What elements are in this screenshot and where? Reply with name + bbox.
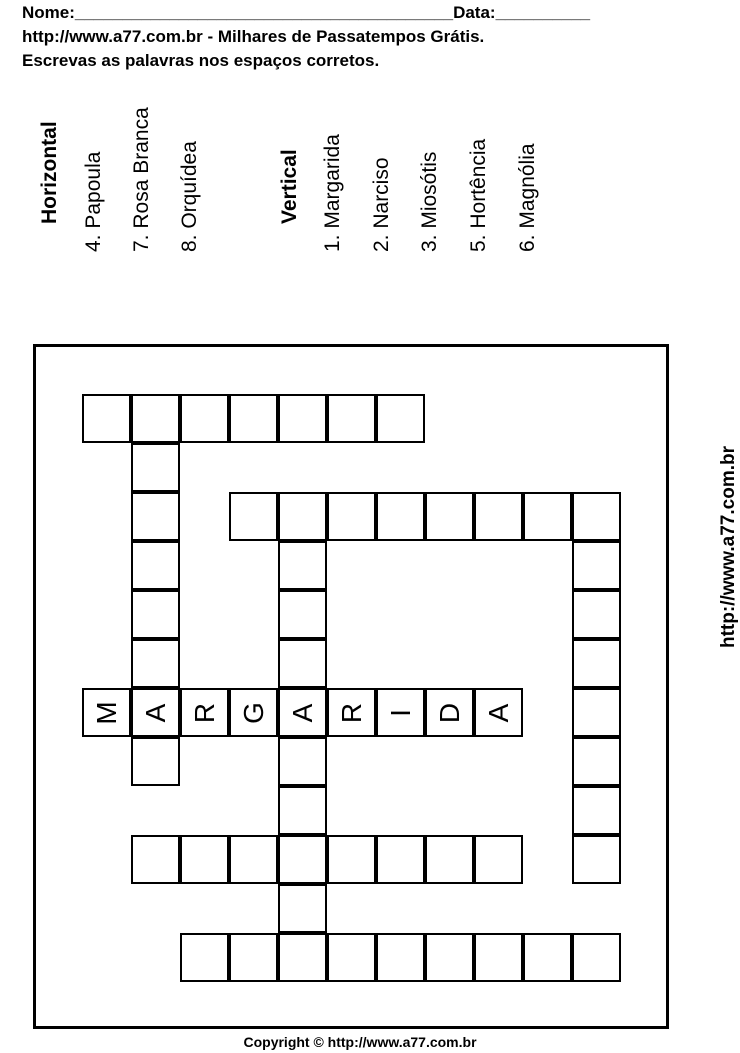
crossword-cell[interactable] [572,933,621,982]
horizontal-clue: 4. Papoula [82,151,105,252]
crossword-cell[interactable] [229,835,278,884]
crossword-cell[interactable] [278,786,327,835]
crossword-cell[interactable] [572,835,621,884]
side-url: http://www.a77.com.br [718,446,739,648]
crossword-cell[interactable] [131,394,180,443]
crossword-cell[interactable] [131,541,180,590]
crossword-cell[interactable] [376,492,425,541]
cell-letter: D [433,702,465,723]
crossword-cell[interactable] [278,590,327,639]
crossword-cell[interactable] [425,492,474,541]
crossword-cell[interactable] [572,639,621,688]
crossword-cell[interactable] [278,835,327,884]
crossword-cell[interactable] [131,688,180,737]
crossword-cell[interactable] [425,688,474,737]
crossword-cell[interactable] [131,590,180,639]
crossword-cell[interactable] [131,639,180,688]
site-title: http://www.a77.com.br - Milhares de Passatempos Grátis. [22,27,485,46]
crossword-cell[interactable] [572,590,621,639]
crossword-cell[interactable] [229,933,278,982]
crossword-cell[interactable] [278,394,327,443]
cell-letter: M [90,700,122,725]
crossword-cell[interactable] [131,492,180,541]
crossword-cell[interactable] [180,394,229,443]
crossword-cell[interactable] [278,541,327,590]
crossword-cell[interactable] [131,443,180,492]
crossword-cell[interactable] [327,688,376,737]
crossword-cell[interactable] [278,688,327,737]
crossword-cell[interactable] [523,492,572,541]
crossword-cell[interactable] [278,884,327,933]
crossword-cell[interactable] [327,394,376,443]
crossword-cell[interactable] [572,786,621,835]
crossword-cell[interactable] [278,933,327,982]
crossword-cell[interactable] [572,492,621,541]
crossword-cell[interactable] [327,835,376,884]
cell-letter: R [335,702,367,723]
vertical-clue: 1. Margarida [321,134,344,252]
crossword-cell[interactable] [278,492,327,541]
crossword-cell[interactable] [278,737,327,786]
copyright: Copyright © http://www.a77.com.br [243,1034,477,1050]
cell-letter: I [384,708,416,717]
crossword-cell[interactable] [376,933,425,982]
cell-letter: G [237,701,269,724]
crossword-cell[interactable] [180,933,229,982]
cell-letter: A [286,703,318,722]
crossword-cell[interactable] [425,933,474,982]
cell-letter: A [482,703,514,722]
crossword-cell[interactable] [82,688,131,737]
crossword-cell[interactable] [523,933,572,982]
crossword-cell[interactable] [376,394,425,443]
crossword-cell[interactable] [425,835,474,884]
crossword-cell[interactable] [474,933,523,982]
crossword-cell[interactable] [474,835,523,884]
horizontal-clue: 8. Orquídea [178,141,201,252]
crossword-cell[interactable] [327,492,376,541]
crossword-cell[interactable] [474,688,523,737]
crossword-cell[interactable] [82,394,131,443]
crossword-cell[interactable] [327,933,376,982]
crossword-cell[interactable] [180,835,229,884]
crossword-cell[interactable] [572,541,621,590]
instructions: Escrevas as palavras nos espaços corretos. [22,51,380,70]
crossword-cell[interactable] [180,688,229,737]
crossword-cell[interactable] [572,737,621,786]
horizontal-clue: 7. Rosa Branca [130,107,153,252]
name-date-line: Nome:________________________________________Data:__________ [22,3,591,22]
crossword-cell[interactable] [376,688,425,737]
crossword-cell[interactable] [131,737,180,786]
crossword-cell[interactable] [229,688,278,737]
crossword-cell[interactable] [229,394,278,443]
vertical-clue: 2. Narciso [370,157,393,252]
cell-letter: R [188,702,220,723]
crossword-cell[interactable] [474,492,523,541]
cell-letter: A [139,703,171,722]
vertical-clue: 5. Hortência [467,138,490,252]
crossword-cell[interactable] [376,835,425,884]
horizontal-title: Horizontal [38,121,61,224]
crossword-cell[interactable] [572,688,621,737]
crossword-cell[interactable] [278,639,327,688]
crossword-cell[interactable] [131,835,180,884]
vertical-title: Vertical [278,149,301,224]
vertical-clue: 3. Miosótis [418,151,441,252]
vertical-clue: 6. Magnólia [516,143,539,252]
crossword-cell[interactable] [229,492,278,541]
